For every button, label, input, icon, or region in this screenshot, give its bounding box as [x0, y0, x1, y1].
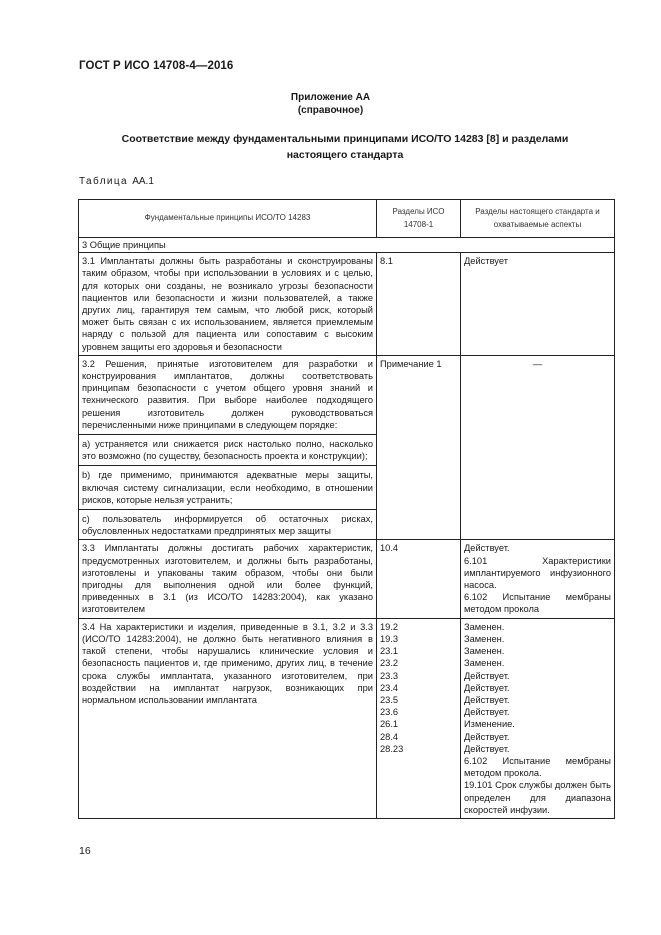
- iso-section-cell: [377, 355, 461, 540]
- standard-section: Изменение.: [464, 719, 515, 730]
- standard-section-cell: [461, 253, 615, 356]
- principle-cell: 3.1 Имплантаты должны быть разработаны и сконструированы таким образом, чтобы при использовании в условиях и с целью, для которых они созданы, не возникало угрозы безопасности пациентов или безопасности и жизни пользователей, а также других лиц, гарантируя тем самым, что любой риск, который может быть связан с их использованием, является приемлемым наряду с пользой для пациента или сопоставим с высоким уровнем защиты его здоровья и безопасности: [79, 253, 377, 356]
- header-standard-sections: Разделы настоящего стандарта и охватываемые аспекты: [461, 200, 615, 238]
- iso-section: 10.4: [380, 543, 399, 554]
- standard-section: Заменен.: [464, 646, 505, 657]
- standard-section: Действует: [464, 256, 508, 267]
- table-caption: [79, 176, 154, 187]
- iso-section: 23.5: [380, 694, 399, 705]
- iso-section: 28.23: [380, 743, 404, 754]
- iso-section: 26.1: [380, 719, 399, 730]
- standard-section: Заменен.: [464, 658, 505, 669]
- standard-section: Действует.: [464, 543, 510, 554]
- standard-section: —: [532, 358, 543, 369]
- iso-section: 23.4: [380, 682, 399, 693]
- table-row: [79, 253, 615, 356]
- table-caption-prefix: Таблица: [79, 176, 129, 187]
- standard-section: 6.102 Испытание мембраны методом прокола: [464, 592, 611, 615]
- standard-section: Действует.: [464, 670, 510, 681]
- iso-section: 8.1: [380, 256, 393, 267]
- principle-cell: [79, 355, 377, 540]
- main-title: Соответствие между фундаментальными принципами ИСО/ТО 14283 [8] и разделами настоящего стандарта: [121, 133, 569, 161]
- divider: [79, 465, 376, 466]
- annex-subtitle: (справочное): [297, 105, 364, 116]
- standard-section: 19.101 Срок службы должен быть определен для диапазона скоростей инфузии.: [464, 780, 611, 815]
- iso-section: 28.4: [380, 731, 399, 742]
- principle-cell: 3.3 Имплантаты должны достигать рабочих характеристик, предусмотренных изготовителем, и должны быть разработаны, изготовлены и упакованы таким образом, чтобы они были пригодны для выполнения одной или более функций, приведенных в 3.1 (из ИСО/ТО 14283:2004), как указано изготовителем: [79, 540, 377, 618]
- table-row: [79, 540, 615, 618]
- principle-item-c: c) пользователь информируется об остаточных рисках, обусловленных недостатками предпринятых мер защиты: [82, 514, 373, 537]
- annex-title: Приложение АА: [290, 92, 371, 103]
- table-header-row: [79, 200, 615, 238]
- divider: [79, 434, 376, 435]
- iso-section: 23.3: [380, 670, 399, 681]
- standard-section: Действует.: [464, 682, 510, 693]
- standard-section: Заменен.: [464, 621, 505, 632]
- iso-section: 23.2: [380, 658, 399, 669]
- divider: [79, 509, 376, 510]
- iso-section: 19.3: [380, 633, 399, 644]
- standard-section: 6.101 Характеристики имплантируемого инфузионного насоса.: [464, 555, 611, 591]
- principle-cell: 3.4 На характеристики и изделия, приведенные в 3.1, 3.2 и 3.3 (ИСО/ТО 14283:2004), не должно быть негативного влияния в такой степени, чтобы нарушались клинические условия и безопасность пациентов и, где применимо, других лиц, в течение срока службы имплантата, указанного изготовителем, при воздействии на имплантат нагрузок, возникающих при нормальном использовании имплантата: [79, 618, 377, 818]
- standard-section-cell: [461, 540, 615, 618]
- section-row: [79, 238, 615, 253]
- iso-section: 19.2: [380, 621, 399, 632]
- header-principles: Фундаментальные принципы ИСО/ТО 14283: [79, 200, 377, 238]
- principle-item-b: b) где применимо, принимаются адекватные меры защиты, включая систему сигнализации, если необходимо, в отношении рисков, которые нельзя устранить;: [82, 470, 373, 505]
- iso-section-cell: [377, 253, 461, 356]
- standard-section: Действует.: [464, 731, 510, 742]
- table-caption-number: АА.1: [132, 176, 154, 187]
- standard-section: Действует.: [464, 694, 510, 705]
- principle-item-a: а) устраняется или снижается риск настолько полно, насколько это возможно (по существу, безопасность проекта и конструкции);: [82, 439, 373, 462]
- standard-section: 6.102 Испытание мембраны методом прокола.: [464, 755, 611, 779]
- iso-section: 23.6: [380, 707, 399, 718]
- iso-section-cell: [377, 540, 461, 618]
- header-iso-sections: Разделы ИСО 14708-1: [377, 200, 461, 238]
- principle-paragraph: 3.2 Решения, принятые изготовителем для разработки и конструирования имплантатов, должны соответствовать принципам безопасности с учетом общего уровня знаний и технического развития. При выборе наиболее подходящего решения изготовитель должен руководствоваться перечисленными ниже принципами в следующем порядке:: [82, 358, 373, 430]
- table-row: [79, 355, 615, 540]
- standard-section-cell: [461, 355, 615, 540]
- standard-section: Действует.: [464, 743, 510, 754]
- standard-section: Действует.: [464, 707, 510, 718]
- iso-section: Примечание 1: [380, 358, 442, 369]
- principles-table: [78, 199, 615, 819]
- standard-section: Заменен.: [464, 633, 505, 644]
- standard-section-cell: [461, 618, 615, 818]
- page-number: 16: [79, 845, 91, 857]
- iso-section-cell: [377, 618, 461, 818]
- table-row: [79, 618, 615, 818]
- section-title: 3 Общие принципы: [79, 238, 615, 253]
- document-code: ГОСТ Р ИСО 14708-4—2016: [79, 60, 234, 72]
- iso-section: 23.1: [380, 646, 399, 657]
